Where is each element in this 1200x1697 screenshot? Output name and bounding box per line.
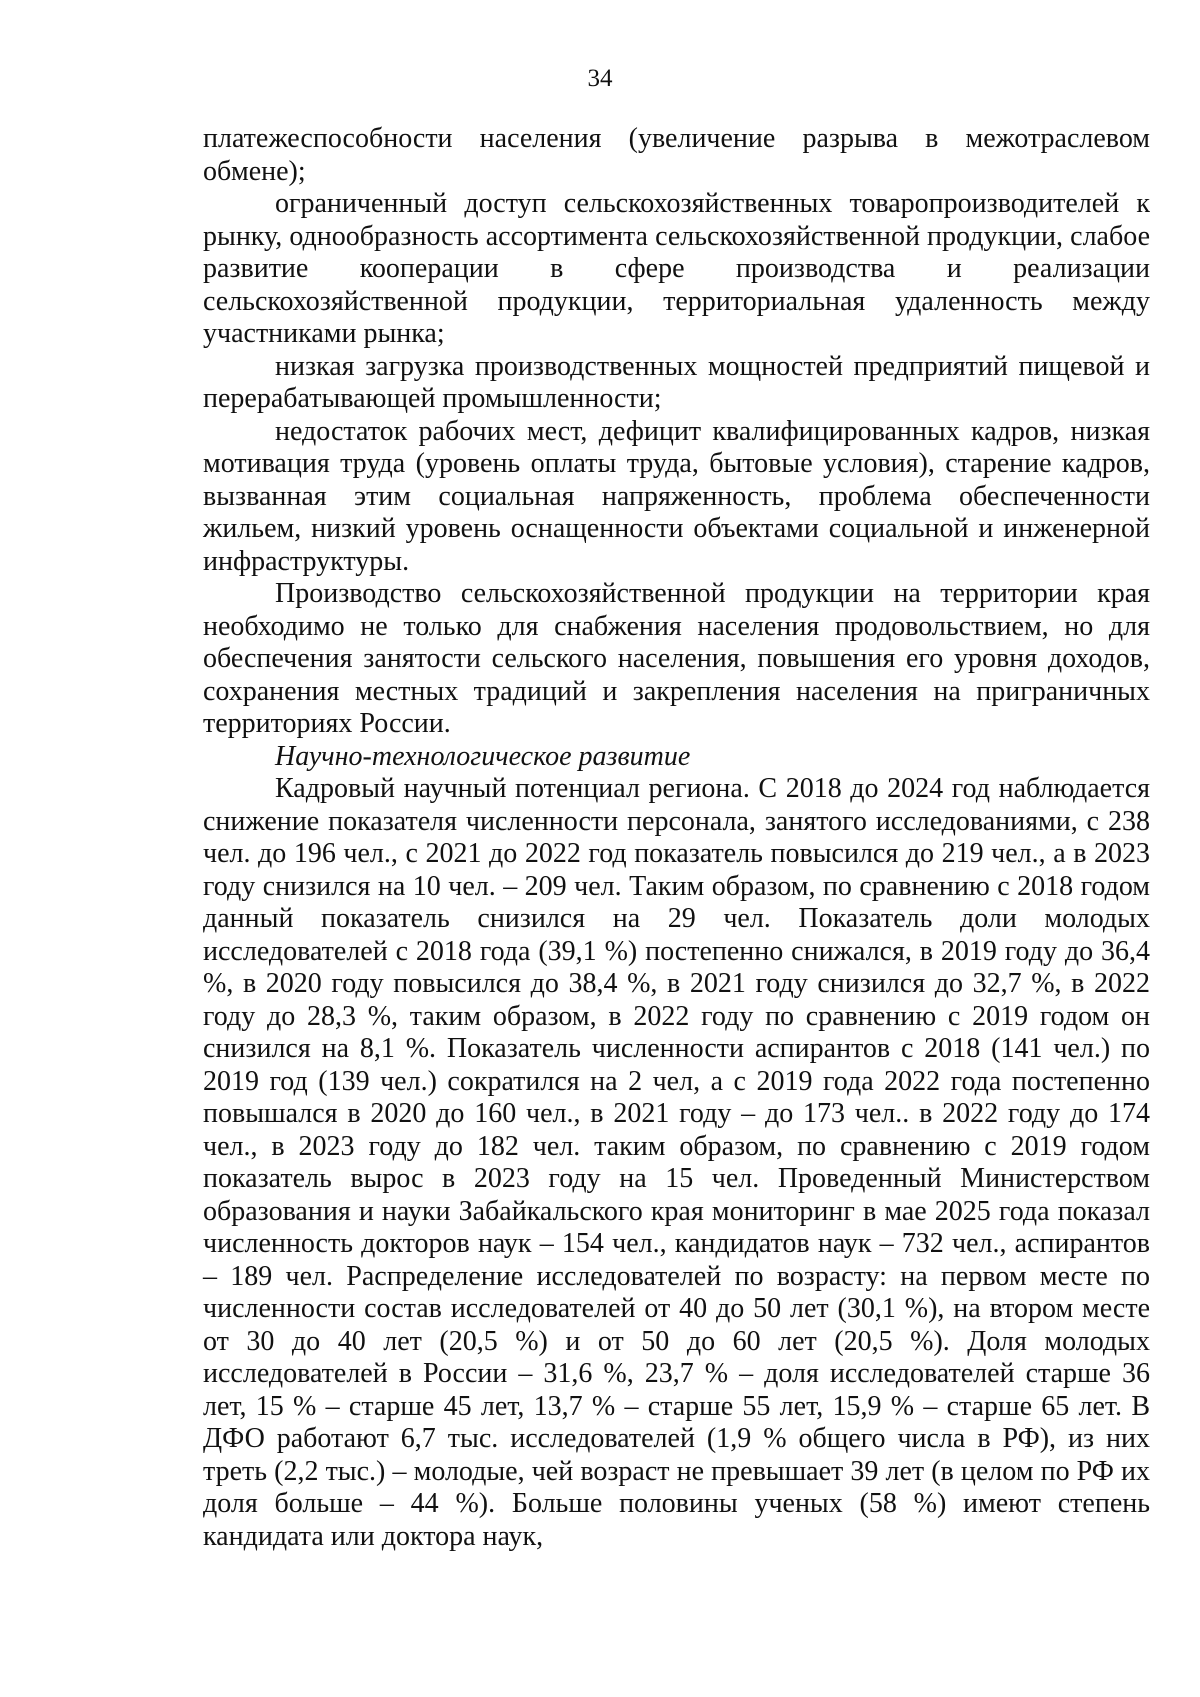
document-body [203, 123, 1150, 1553]
paragraph-low-capacity-load: низкая загрузка производственных мощностей предприятий пищевой и перерабатывающей промышленности; [203, 350, 1150, 414]
paragraph-scientific-potential: Кадровый научный потенциал региона. С 2018 до 2024 год наблюдается снижение показателя численности персонала, занятого исследованиями, с 238 чел. до 196 чел., с 2021 до 2022 год показатель повысился до 219 чел., а в 2023 году снизился на 10 чел. – 209 чел. Таким образом, по сравнению с 2018 годом данный показатель снизился на 29 чел. Показатель доли молодых исследователей с 2018 года (39,1 %) постепенно снижался, в 2019 году до 36,4 %, в 2020 году повысился до 38,4 %, в 2021 году снизился до 32,7 %, в 2022 году до 28,3 %, таким образом, в 2022 году по сравнению с 2019 годом он снизился на 8,1 %. Показатель численности аспирантов с 2018 (141 чел.) по 2019 год (139 чел.) сократился на 2 чел, а с 2019 года 2022 года постепенно повышался в 2020 до 160 чел., в 2021 году – до 173 чел.. в 2022 году до 174 чел., в 2023 году до 182 чел. таким образом, по сравнению с 2019 годом показатель вырос в 2023 году на 15 чел. Проведенный Министерством образования и науки Забайкальского края мониторинг в мае 2025 года показал численность докторов наук – 154 чел., кандидатов наук – 732 чел., аспирантов – 189 чел. Распределение исследователей по возрасту: на первом месте по численности состав исследователей от 40 до 50 лет (30,1 %), на втором месте от 30 до 40 лет (20,5 %) и от 50 до 60 лет (20,5 %). Доля молодых исследователей в России – 31,6 %, 23,7 % – доля исследователей старше 36 лет, 15 % – старше 45 лет, 13,7 % – старше 55 лет, 15,9 % – старше 65 лет. В ДФО работают 6,7 тыс. исследователей (1,9 % общего числа в РФ), из них треть (2,2 тыс.) – молодые, чей возраст не превышает 39 лет (в целом по РФ их доля больше – 44 %). Больше половины ученых (58 %) имеют степень кандидата или доктора наук, [203, 773, 1150, 1552]
section-heading-scientific-development: Научно-технологическое развитие [275, 740, 691, 772]
paragraph-market-access: ограниченный доступ сельскохозяйственных товаропроизводителей к рынку, однообразность ассортимента сельскохозяйственной продукции, слабое развитие кооперации в сфере производства и реализации сельскохозяйственной продукции, территориальная удаленность между участниками рынка; [203, 188, 1150, 349]
paragraph-payment-capacity: платежеспособности населения (увеличение разрыва в межотраслевом обмене); [203, 123, 1150, 187]
paragraph-agricultural-production: Производство сельскохозяйственной продукции на территории края необходимо не только для снабжения населения продовольствием, но для обеспечения занятости сельского населения, повышения его уровня доходов, сохранения местных традиций и закрепления населения на приграничных территориях России. [203, 578, 1150, 739]
paragraph-workforce-shortage: недостаток рабочих мест, дефицит квалифицированных кадров, низкая мотивация труда (уровень оплаты труда, бытовые условия), старение кадров, вызванная этим социальная напряженность, проблема обеспеченности жильем, низкий уровень оснащенности объектами социальной и инженерной инфраструктуры. [203, 415, 1150, 577]
page-number: 34 [587, 65, 613, 92]
